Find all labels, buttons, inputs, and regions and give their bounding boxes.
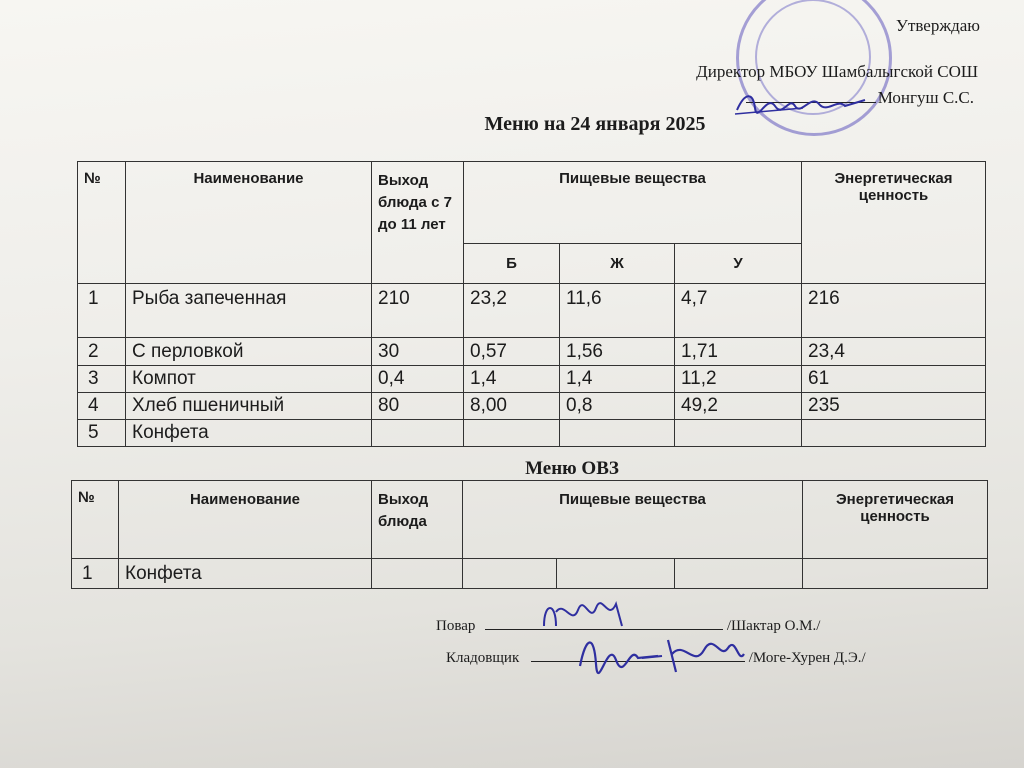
header-b: Б bbox=[464, 244, 560, 284]
table-row bbox=[78, 366, 986, 393]
cell-u: 1,71 bbox=[675, 338, 802, 366]
header-energy: Энергетическая ценность bbox=[802, 162, 986, 284]
cell-yield bbox=[372, 559, 463, 589]
cell-zh: 1,4 bbox=[560, 366, 675, 393]
cell-u bbox=[675, 420, 802, 447]
cell-name: Конфета bbox=[119, 559, 372, 589]
header-zh: Ж bbox=[560, 244, 675, 284]
cell-energy: 23,4 bbox=[802, 338, 986, 366]
cell-u: 49,2 bbox=[675, 393, 802, 420]
ovz-menu-table bbox=[71, 480, 988, 589]
director-title: Директор МБОУ Шамбалыгской СОШ bbox=[696, 62, 978, 81]
cell-energy bbox=[803, 559, 988, 589]
header-yield: Выход блюда с 7 до 11 лет bbox=[372, 162, 464, 284]
cell-b: 23,2 bbox=[464, 284, 560, 338]
cell-energy: 61 bbox=[802, 366, 986, 393]
table-row bbox=[78, 284, 986, 338]
cell-name: Хлеб пшеничный bbox=[126, 393, 372, 420]
cell-num: 4 bbox=[78, 393, 126, 420]
cell-yield: 210 bbox=[372, 284, 464, 338]
cell-b: 1,4 bbox=[464, 366, 560, 393]
header-num: № bbox=[78, 162, 126, 284]
table-row bbox=[72, 559, 988, 589]
cell-num: 5 bbox=[78, 420, 126, 447]
cell-b: 0,57 bbox=[464, 338, 560, 366]
cell-energy bbox=[802, 420, 986, 447]
cell-zh bbox=[557, 559, 675, 589]
storekeeper-signature bbox=[572, 620, 748, 686]
storekeeper-name: /Моге-Хурен Д.Э./ bbox=[748, 650, 866, 666]
table-row bbox=[78, 393, 986, 420]
cell-u bbox=[675, 559, 803, 589]
cell-b bbox=[463, 559, 557, 589]
cell-b: 8,00 bbox=[464, 393, 560, 420]
cell-name: С перловкой bbox=[126, 338, 372, 366]
cell-zh: 1,56 bbox=[560, 338, 675, 366]
cell-zh bbox=[560, 420, 675, 447]
cell-num: 2 bbox=[78, 338, 126, 366]
cook-name: /Шактар О.М./ bbox=[726, 618, 821, 634]
header-nutrients: Пищевые вещества bbox=[463, 481, 803, 559]
cook-label: Повар bbox=[436, 618, 476, 634]
cell-energy: 216 bbox=[802, 284, 986, 338]
header-energy: Энергетическая ценность bbox=[803, 481, 988, 559]
cell-yield: 0,4 bbox=[372, 366, 464, 393]
cell-num: 3 bbox=[78, 366, 126, 393]
table-row bbox=[78, 420, 986, 447]
header-name: Наименование bbox=[126, 162, 372, 284]
cell-name: Рыба запеченная bbox=[126, 284, 372, 338]
header-num: № bbox=[72, 481, 119, 559]
header-yield: Выход блюда bbox=[372, 481, 463, 559]
cell-yield: 80 bbox=[372, 393, 464, 420]
approval-heading: Утверждаю bbox=[895, 16, 980, 35]
cell-num: 1 bbox=[78, 284, 126, 338]
cell-name: Компот bbox=[126, 366, 372, 393]
storekeeper-label: Кладовщик bbox=[446, 650, 520, 666]
header-nutrients: Пищевые вещества bbox=[464, 162, 802, 244]
cell-yield bbox=[372, 420, 464, 447]
header-name: Наименование bbox=[119, 481, 372, 559]
menu-table bbox=[77, 161, 986, 447]
cell-zh: 0,8 bbox=[560, 393, 675, 420]
cell-yield: 30 bbox=[372, 338, 464, 366]
cell-zh: 11,6 bbox=[560, 284, 675, 338]
cell-name: Конфета bbox=[126, 420, 372, 447]
cell-u: 4,7 bbox=[675, 284, 802, 338]
cell-b bbox=[464, 420, 560, 447]
cell-u: 11,2 bbox=[675, 366, 802, 393]
page-title: Меню на 24 января 2025 bbox=[484, 113, 706, 135]
director-name: Монгуш С.С. bbox=[877, 88, 974, 107]
table-row bbox=[78, 338, 986, 366]
cell-num: 1 bbox=[72, 559, 119, 589]
header-u: У bbox=[675, 244, 802, 284]
cell-energy: 235 bbox=[802, 393, 986, 420]
section-title: Меню ОВЗ bbox=[525, 458, 619, 479]
